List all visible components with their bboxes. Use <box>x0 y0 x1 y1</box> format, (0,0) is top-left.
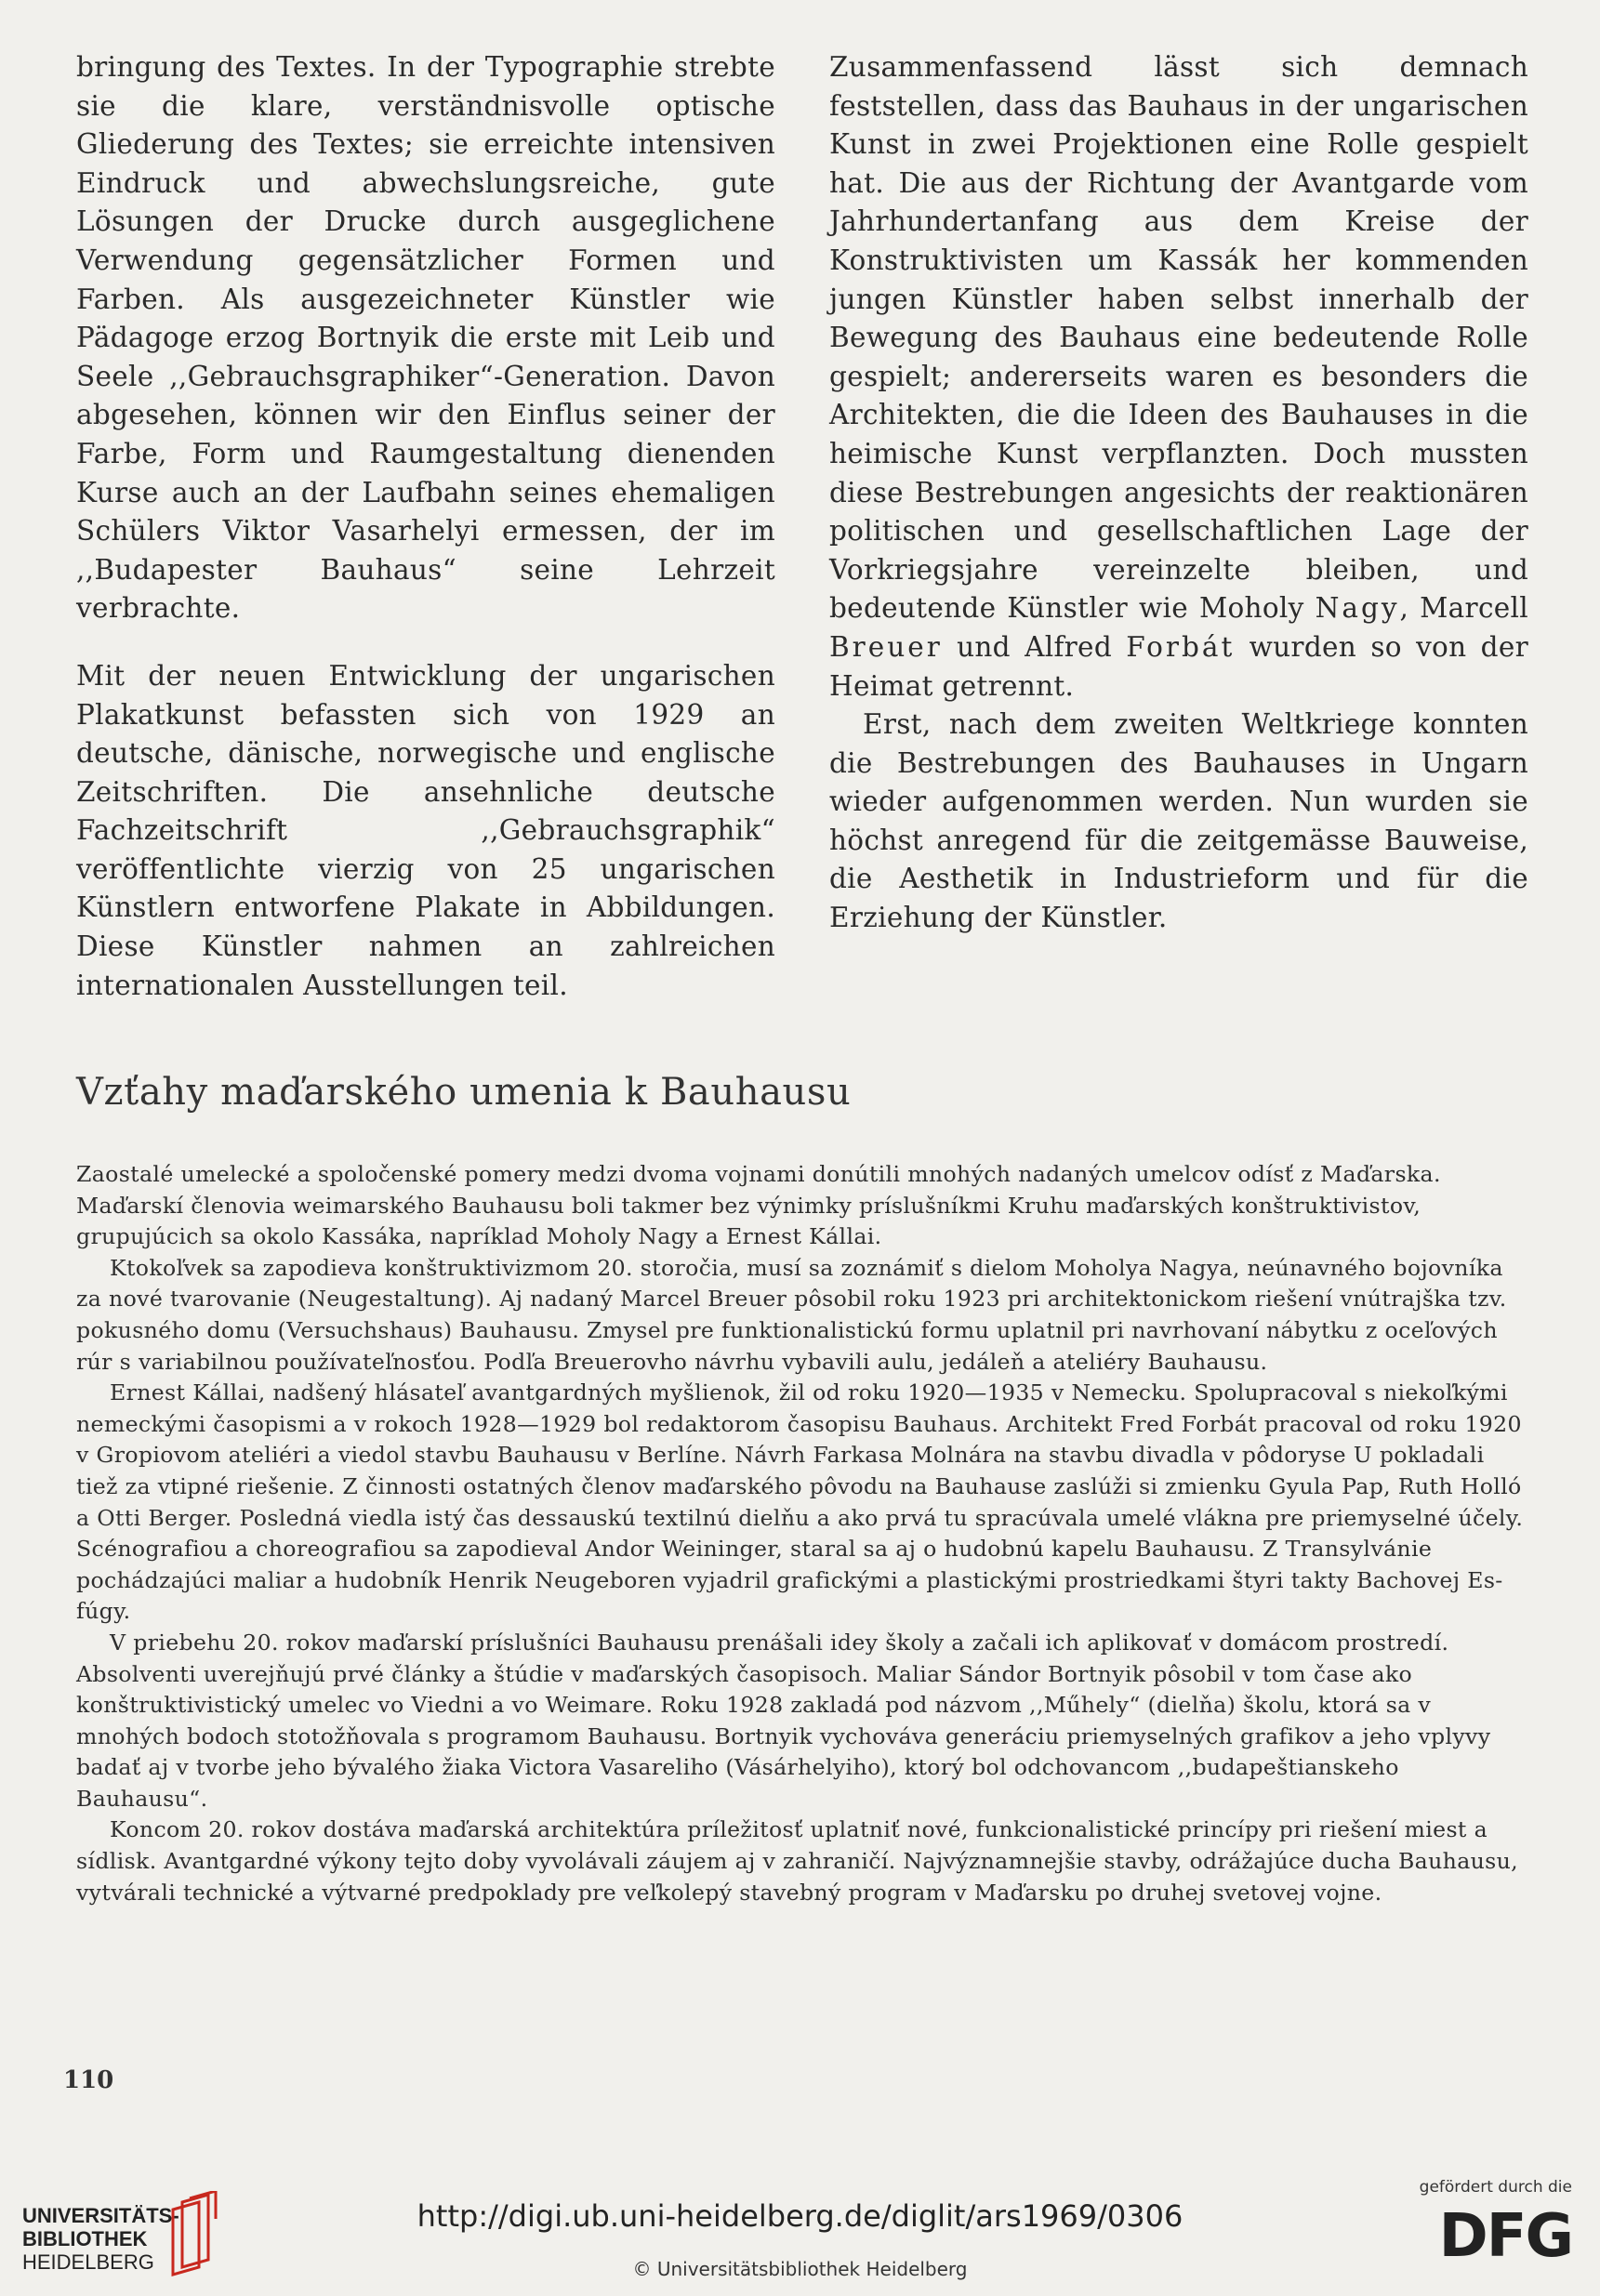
library-name-line-1: UNIVERSITÄTS- <box>22 2204 179 2227</box>
footer <box>0 2161 1600 2296</box>
footer-copyright: © Universitätsbibliothek Heidelberg <box>632 2258 968 2280</box>
footer-url-link[interactable]: http://digi.ub.uni-heidelberg.de/diglit/ars1969/0306 <box>417 2198 1183 2234</box>
right-paragraph-1-text-a: Zusammenfassend lässt sich demnach feststellen, dass das Bauhaus in der ungarischen Kunst in zwei Projektionen eine Rolle gespielt hat. Die aus der Richtung der Avantgarde vom Jahrhundertanfang aus dem Kreise der Konstruktivisten um Kassák her kommenden jungen Künstler haben selbst innerhalb der Bewegung des Bauhaus eine bedeutende Rolle gespielt; andererseits waren es besonders die Architekten, die die Ideen des Bauhauses in die heimische Kunst verpflanzten. Doch mussten diese Bestrebungen angesichts der reaktionären politischen und gesellschaftlichen Lage der Vorkriegsjahre vereinzelte bleiben, und bedeutende Künstler wie Moholy <box>829 51 1528 625</box>
name-forbat: Forbát <box>1126 630 1236 663</box>
right-column <box>829 48 1528 938</box>
right-paragraph-1-text-d: wurden so von der Heimat getrennt. <box>829 630 1529 702</box>
left-paragraph-2: Mit der neuen Entwicklung der ungarischen Plakatkunst befassten sich von 1929 an deutsche, dänische, norwegische und englische Zeitschriften. Die ansehnliche deutsche Fachzeitschrift ,,Gebrauchsgraphik“ veröffentlichte vierzig von 25 ungarischen Künstlern entworfene Plakate in Abbildungen. Diese Künstler nahmen an zahlreichen internationalen Ausstellungen teil. <box>76 659 775 1001</box>
right-paragraph-2: Erst, nach dem zweiten Weltkriege konnten die Bestrebungen des Bauhauses in Ungarn wieder aufgenommen werden. Nun wurden sie höchst anregend für die zeitgemässe Bauweise, die Aesthetik in Industrieform und für die Erziehung der Künstler. <box>829 708 1528 934</box>
library-name-line-2: BIBLIOTHEK <box>22 2227 148 2250</box>
page-number: 110 <box>63 2066 114 2094</box>
right-paragraph-1-text-b: , Marcell <box>1399 592 1528 625</box>
slovak-paragraph-1: Zaostalé umelecké a spoločenské pomery medzi dvoma vojnami donútili mnohých nadaných umelcov odísť z Maďarska. Maďarskí členovia weimarského Bauhausu boli takmer bez výnimky príslušníkmi Kruhu maďarských konštruktivistov, grupujúcich sa okolo Kassáka, napríklad Moholy Nagy a Ernest Kállai. <box>76 1161 1441 1250</box>
section-title: Vzťahy maďarského umenia k Bauhausu <box>76 1071 852 1114</box>
slovak-paragraph-2: Ktokoľvek sa zapodieva konštruktivizmom 20. storočia, musí sa zoznámiť s dielom Moholya Nagya, neúnavného bojovníka za nové tvarovanie (Neugestaltung). Aj nadaný Marcel Breuer pôsobil roku 1923 pri architektonickom riešení vnútrajška tzv. pokusného domu (Versuchshaus) Bauhausu. Zmysel pre funktionalistickú formu uplatnil pri navrhovaní nábytku z oceľových rúr s variabilnou používateľnosťou. Podľa Breuerovho návrhu vybavili aulu, jedáleň a ateliéry Bauhausu. <box>76 1254 1507 1375</box>
slovak-paragraph-5: Koncom 20. rokov dostáva maďarská architektúra príležitosť uplatniť nové, funkcionalistické princípy pri riešení miest a sídlisk. Avantgardné výkony tejto doby vyvolávali záujem aj v zahraničí. Najvýznamnejšie stavby, odrážajúce ducha Bauhausu, vytvárali technické a výtvarné predpoklady pre veľkolepý stavebný program v Maďarsku po druhej svetovej vojne. <box>76 1816 1519 1906</box>
name-nagy: Nagy <box>1315 592 1400 625</box>
name-breuer: Breuer <box>829 630 943 663</box>
right-paragraph-1 <box>829 48 1528 706</box>
left-paragraph-1: bringung des Textes. In der Typographie strebte sie die klare, verständnisvolle optische Gliederung des Textes; sie erreichte intensiven Eindruck und abwechslungsreiche, gute Lösungen der Drucke durch ausgeglichene Verwendung gegensätzlicher Formen und Farben. Als ausgezeichneter Künstler wie Pädagoge erzog Bortnyik die erste mit Leib und Seele ,,Gebrauchsgraphiker“-Generation. Davon abgesehen, können wir den Einflus seiner der Farbe, Form und Raumgestaltung dienenden Kurse auch an der Laufbahn seines ehemaligen Schülers Viktor Vasarhelyi ermessen, der im ,,Budapester Bauhaus“ seine Lehrzeit verbrachte. <box>76 51 775 625</box>
dfg-logo-mark: DFG <box>1438 2202 1572 2271</box>
dfg-logo[interactable] <box>1405 2178 1572 2280</box>
slovak-section-body <box>76 1159 1528 1908</box>
slovak-paragraph-4: V priebehu 20. rokov maďarskí príslušníci Bauhausu prenášali idey školy a začali ich aplikovať v domácom prostredí. Absolventi uverejňujú prvé články a štúdie v maďarských časopisoch. Maliar Sándor Bortnyik pôsobil v tom čase ako konštruktivistický umelec vo Viedni a vo Weimare. Roku 1928 zakladá pod názvom ,,Műhely“ (dielňa) školu, ktorá sa v mnohých bodoch stotožňovala s programom Bauhausu. Bortnyik vychováva generáciu priemyselných grafikov a jeho vplyvy badať aj v tvorbe jeho bývalého žiaka Victora Vasareliho (Vásárhelyiho), ktorý bol odchovancom ,,budapeštianskeho Bauhausu“. <box>76 1629 1491 1812</box>
slovak-paragraph-3: Ernest Kállai, nadšený hlásateľ avantgardných myšlienok, žil od roku 1920—1935 v Nemecku. Spolupracoval s niekoľkými nemeckými časopismi a v rokoch 1928—1929 bol redaktorom časopisu Bauhaus. Architekt Fred Forbát pracoval od roku 1920 v Gropiovom ateliéri a viedol stavbu Bauhausu v Berlíne. Návrh Farkasa Molnára na stavbu divadla v pôdoryse U pokladali tiež za vtipné riešenie. Z činnosti ostatných členov maďarského pôvodu na Bauhause zaslúži si zmienku Gyula Pap, Ruth Holló a Otti Berger. Posledná viedla istý čas dessauskú textilnú dielňu a ako prvá tu spracúvala umelé vlákna pre priemyselné účely. Scénografiou a choreografiou sa zapodieval Andor Weininger, staral sa aj o hudobnú kapelu Bauhausu. Z Transylvánie pochádzajúci maliar a hudobník Henrik Neugeboren vyjadril grafickými a plastickými prostriedkami štyri takty Bachovej Es-fúgy. <box>76 1379 1524 1625</box>
library-name-line-3: HEIDELBERG <box>22 2250 154 2274</box>
right-paragraph-1-text-c: und Alfred <box>942 630 1113 663</box>
funding-caption: gefördert durch die <box>1419 2178 1572 2197</box>
left-column <box>76 48 775 1005</box>
